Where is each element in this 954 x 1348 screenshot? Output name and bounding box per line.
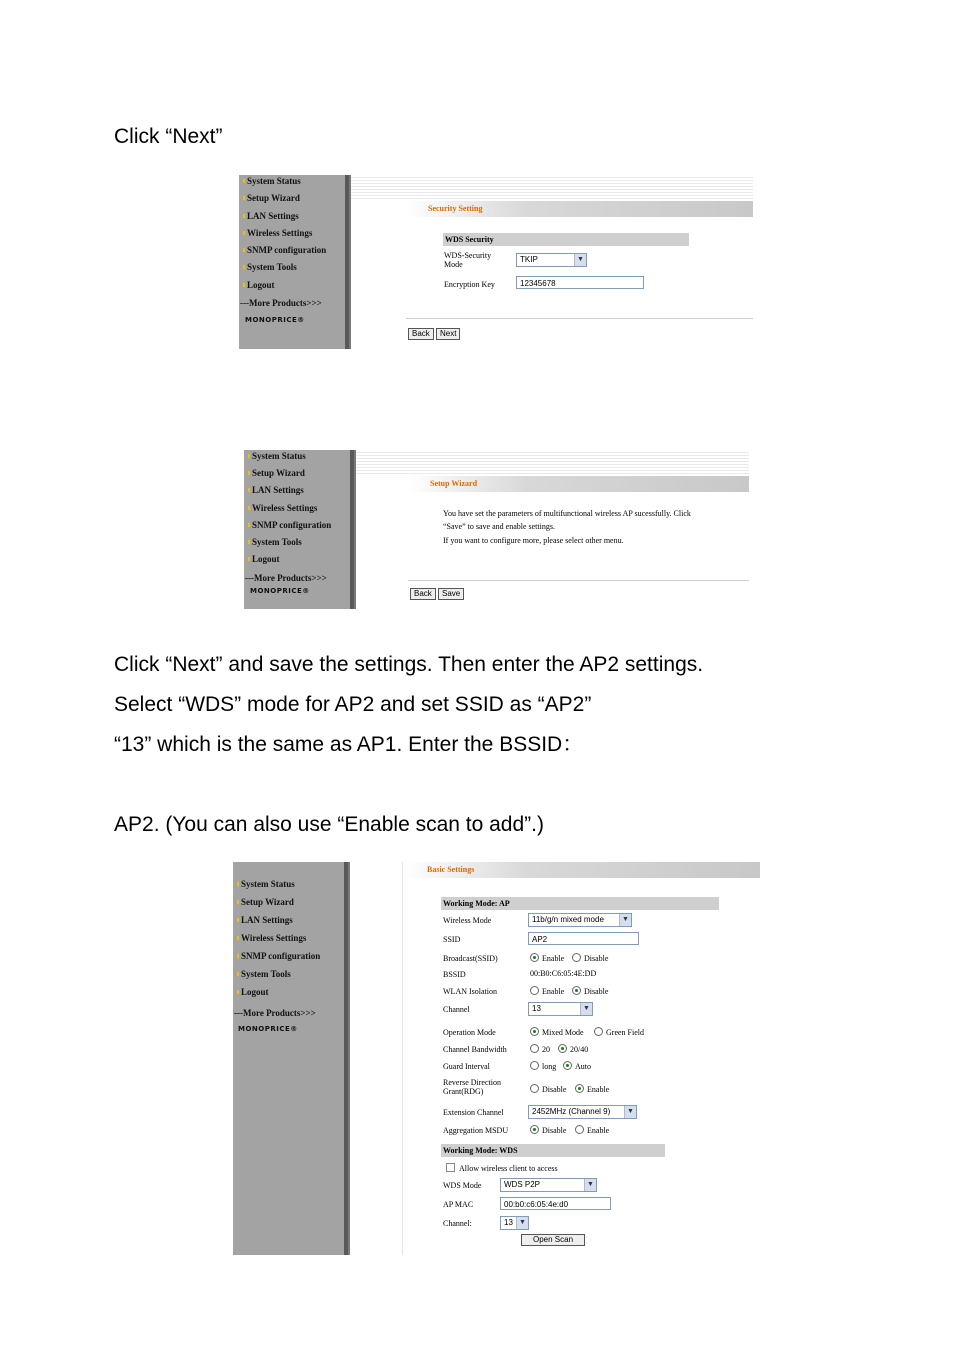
ssid-input[interactable]: AP2 bbox=[528, 932, 639, 945]
extension-channel-label: Extension Channel bbox=[443, 1108, 504, 1117]
wds-channel-label: Channel: bbox=[443, 1219, 472, 1228]
guard-auto-radio[interactable]: Auto bbox=[563, 1061, 591, 1071]
screenshot-basic-settings bbox=[233, 862, 760, 1255]
menu-item-snmp[interactable]: SNMP configuration bbox=[252, 520, 352, 537]
menu-item-setup-wizard[interactable]: Setup Wizard bbox=[247, 193, 347, 210]
menu-item-logout[interactable]: Logout bbox=[247, 280, 347, 297]
rdg-disable-radio[interactable]: Disable bbox=[530, 1084, 566, 1094]
sidebar bbox=[244, 450, 352, 609]
section-wds-security: WDS Security bbox=[443, 233, 689, 246]
instruction-select-wds: Select “WDS” mode for AP2 and set SSID as “AP2” bbox=[114, 693, 592, 716]
wds-mode-select[interactable]: WDS P2P ▼ bbox=[500, 1178, 597, 1192]
encryption-key-input[interactable]: 12345678 bbox=[516, 276, 644, 289]
extension-channel-select[interactable]: 2452MHz (Channel 9) ▼ bbox=[528, 1105, 637, 1119]
instruction-click-next: Click “Next” bbox=[114, 125, 223, 148]
menu-item-wireless-settings[interactable]: Wireless Settings bbox=[252, 503, 352, 520]
menu-item-setup-wizard[interactable]: Setup Wizard bbox=[252, 468, 352, 485]
allow-client-checkbox[interactable]: Allow wireless client to access bbox=[446, 1163, 558, 1173]
broadcast-enable-radio[interactable]: Enable bbox=[530, 953, 564, 963]
success-message-line2: “Save” to save and enable settings. bbox=[443, 522, 555, 531]
encryption-key-label: Encryption Key bbox=[444, 280, 495, 289]
menu-item-snmp[interactable]: SNMP configuration bbox=[241, 951, 346, 969]
menu-item-lan-settings[interactable]: LAN Settings bbox=[252, 485, 352, 502]
wds-channel-select[interactable]: 13 ▼ bbox=[500, 1216, 529, 1230]
save-button[interactable]: Save bbox=[438, 588, 464, 600]
mixed-mode-radio[interactable]: Mixed Mode bbox=[530, 1027, 584, 1037]
wds-security-mode-label: WDS-Security Mode bbox=[444, 251, 492, 269]
wireless-mode-select[interactable]: 11b/g/n mixed mode ▼ bbox=[528, 913, 632, 927]
menu-item-system-tools[interactable]: System Tools bbox=[252, 537, 352, 554]
bssid-value: 00:B0:C6:05:4E:DD bbox=[530, 969, 597, 978]
wireless-mode-label: Wireless Mode bbox=[443, 916, 492, 925]
rdg-label: Reverse Direction Grant(RDG) bbox=[443, 1078, 501, 1096]
menu-item-logout[interactable]: Logout bbox=[241, 987, 346, 1005]
menu-item-system-tools[interactable]: System Tools bbox=[247, 262, 347, 279]
page-title: Basic Settings bbox=[405, 862, 760, 878]
more-products-link[interactable]: ---More Products>>> bbox=[240, 298, 322, 308]
chevron-down-icon: ▼ bbox=[584, 1179, 596, 1191]
isolation-disable-radio[interactable]: Disable bbox=[572, 986, 608, 996]
more-products-link[interactable]: ---More Products>>> bbox=[234, 1008, 316, 1018]
aggregation-msdu-label: Aggregation MSDU bbox=[443, 1126, 509, 1135]
rdg-enable-radio[interactable]: Enable bbox=[575, 1084, 609, 1094]
screenshot-setup-wizard bbox=[244, 450, 749, 609]
back-button[interactable]: Back bbox=[408, 328, 434, 340]
page-title: Security Setting bbox=[406, 201, 753, 217]
sidebar bbox=[233, 862, 346, 1255]
menu-item-wireless-settings[interactable]: Wireless Settings bbox=[241, 933, 346, 951]
open-scan-button[interactable]: Open Scan bbox=[521, 1234, 585, 1246]
monoprice-logo: MONOPRICE® bbox=[245, 316, 305, 324]
menu-item-lan-settings[interactable]: LAN Settings bbox=[241, 915, 346, 933]
monoprice-logo: MONOPRICE® bbox=[250, 587, 310, 595]
menu-item-wireless-settings[interactable]: Wireless Settings bbox=[247, 228, 347, 245]
page-title: Setup Wizard bbox=[408, 476, 749, 492]
checkbox-icon bbox=[446, 1163, 455, 1172]
bandwidth-2040-radio[interactable]: 20/40 bbox=[558, 1044, 588, 1054]
sidebar-menu bbox=[252, 451, 352, 571]
channel-select[interactable]: 13 ▼ bbox=[528, 1002, 593, 1016]
wds-mode-label: WDS Mode bbox=[443, 1181, 482, 1190]
msdu-disable-radio[interactable]: Disable bbox=[530, 1125, 566, 1135]
chevron-down-icon: ▼ bbox=[580, 1003, 592, 1015]
ap-mac-input[interactable]: 00:b0:c6:05:4e:d0 bbox=[500, 1197, 611, 1210]
screenshot-security-setting bbox=[239, 175, 753, 349]
menu-item-logout[interactable]: Logout bbox=[252, 554, 352, 571]
bandwidth-20-radio[interactable]: 20 bbox=[530, 1044, 550, 1054]
broadcast-ssid-label: Broadcast(SSID) bbox=[443, 954, 498, 963]
next-button[interactable]: Next bbox=[436, 328, 460, 340]
sidebar bbox=[239, 175, 347, 349]
menu-item-system-status[interactable]: System Status bbox=[241, 879, 346, 897]
wds-security-mode-select[interactable]: TKIP ▼ bbox=[516, 253, 587, 267]
isolation-enable-radio[interactable]: Enable bbox=[530, 986, 564, 996]
instruction-save: Click “Next” and save the settings. Then enter the AP2 settings. bbox=[114, 653, 704, 676]
instruction-channel: “13” which is the same as AP1. Enter the BSSID： bbox=[114, 733, 584, 756]
chevron-down-icon: ▼ bbox=[624, 1106, 636, 1118]
chevron-down-icon: ▼ bbox=[516, 1217, 528, 1229]
success-message-line3: If you want to configure more, please select other menu. bbox=[443, 536, 624, 545]
instruction-bssid: AP2. (You can also use “Enable scan to add”.) bbox=[114, 813, 544, 836]
menu-item-setup-wizard[interactable]: Setup Wizard bbox=[241, 897, 346, 915]
monoprice-logo: MONOPRICE® bbox=[238, 1025, 298, 1033]
ap-mac-label: AP MAC bbox=[443, 1200, 474, 1209]
bssid-label: BSSID bbox=[443, 970, 466, 979]
channel-label: Channel bbox=[443, 1005, 470, 1014]
section-working-mode-wds: Working Mode: WDS bbox=[441, 1144, 665, 1157]
menu-item-system-status[interactable]: System Status bbox=[252, 451, 352, 468]
guard-interval-label: Guard Interval bbox=[443, 1062, 490, 1071]
menu-item-snmp[interactable]: SNMP configuration bbox=[247, 245, 347, 262]
sidebar-menu bbox=[241, 879, 346, 1005]
section-working-mode-ap: Working Mode: AP bbox=[441, 897, 719, 910]
chevron-down-icon: ▼ bbox=[574, 254, 586, 266]
green-field-radio[interactable]: Green Field bbox=[594, 1027, 644, 1037]
wlan-isolation-label: WLAN Isolation bbox=[443, 987, 497, 996]
more-products-link[interactable]: ---More Products>>> bbox=[245, 573, 327, 583]
menu-item-lan-settings[interactable]: LAN Settings bbox=[247, 211, 347, 228]
sidebar-menu bbox=[247, 176, 347, 297]
broadcast-disable-radio[interactable]: Disable bbox=[572, 953, 608, 963]
operation-mode-label: Operation Mode bbox=[443, 1028, 496, 1037]
menu-item-system-tools[interactable]: System Tools bbox=[241, 969, 346, 987]
ssid-label: SSID bbox=[443, 935, 461, 944]
msdu-enable-radio[interactable]: Enable bbox=[575, 1125, 609, 1135]
channel-bandwidth-label: Channel Bandwidth bbox=[443, 1045, 507, 1054]
chevron-down-icon: ▼ bbox=[619, 914, 631, 926]
back-button[interactable]: Back bbox=[410, 588, 436, 600]
menu-item-system-status[interactable]: System Status bbox=[247, 176, 347, 193]
guard-long-radio[interactable]: long bbox=[530, 1061, 556, 1071]
success-message-line1: You have set the parameters of multifunctional wireless AP sucessfully. Click bbox=[443, 509, 691, 518]
